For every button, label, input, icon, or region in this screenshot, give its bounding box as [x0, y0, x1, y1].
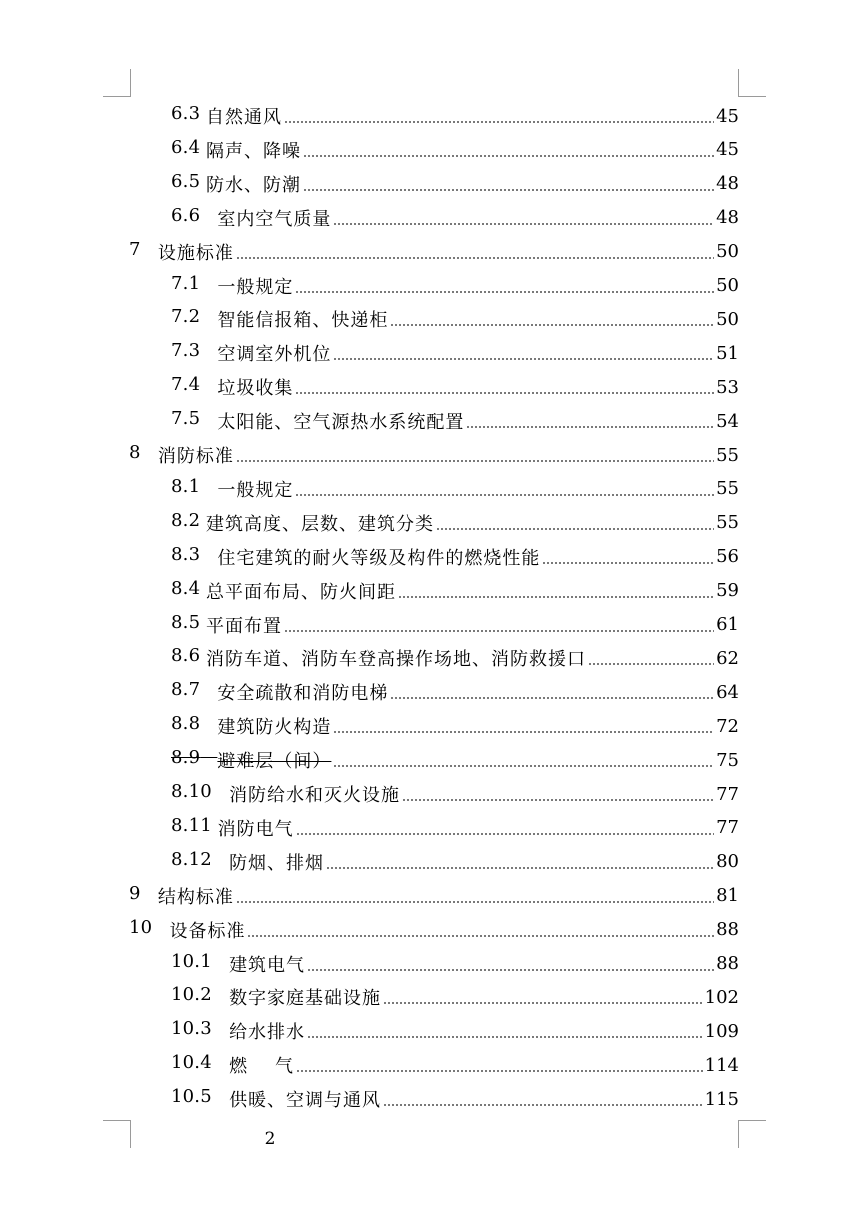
toc-entry-number: 8.3 [171, 543, 201, 565]
toc-entry-number: 6.3 [171, 103, 201, 124]
toc-entry-spacer [141, 442, 158, 468]
toc-entry-title: 消防标准 [157, 446, 234, 467]
toc-entry-number: 8.2 [171, 509, 201, 531]
toc-entry-title: 一般规定 [217, 479, 294, 501]
toc-entry[interactable] [171, 1082, 739, 1116]
toc-entry-title: 太阳能、空气源热水系统配置 [217, 412, 465, 434]
toc-dot-leader [326, 853, 714, 871]
toc-entry-number: 7.1 [171, 272, 201, 294]
toc-dot-leader [295, 378, 714, 396]
toc-dot-leader [296, 1056, 703, 1074]
toc-entry-spacer [212, 781, 229, 807]
toc-dot-leader [402, 785, 714, 803]
toc-dot-leader [307, 1022, 703, 1040]
toc-entry-title: 垃圾收集 [217, 378, 294, 400]
toc-entry[interactable] [129, 879, 739, 913]
toc-entry-page: 51 [716, 342, 739, 364]
toc-entry-heading [171, 951, 305, 977]
toc-entry-spacer [200, 747, 217, 773]
toc-dot-leader [383, 1090, 703, 1108]
toc-entry-title: 空调室外机位 [217, 344, 332, 366]
toc-entry-spacer [200, 476, 217, 502]
toc-entry-page: 45 [716, 139, 739, 161]
toc-dot-leader [542, 548, 714, 566]
toc-entry[interactable] [171, 1048, 739, 1082]
toc-entry-spacer [200, 306, 217, 332]
toc-entry[interactable] [171, 947, 739, 981]
toc-entry[interactable] [171, 302, 739, 336]
toc-dot-leader [295, 480, 714, 498]
toc-entry-number: 8 [129, 442, 141, 463]
toc-entry-heading [171, 306, 388, 332]
toc-entry-number: 8.8 [171, 713, 201, 735]
toc-entry-heading [171, 137, 301, 163]
toc-entry-heading [171, 815, 294, 841]
toc-entry-heading [171, 374, 293, 400]
toc-entry-page: 109 [704, 1020, 739, 1042]
toc-entry-title: 供暖、空调与通风 [229, 1090, 382, 1112]
toc-entry-heading [171, 713, 331, 739]
toc-entry-page: 55 [716, 512, 739, 534]
toc-entry-page: 115 [704, 1088, 739, 1110]
toc-dot-leader [236, 887, 714, 905]
toc-entry-number: 7.3 [171, 340, 201, 362]
toc-dot-leader [390, 310, 714, 328]
toc-entry-number: 6.6 [171, 204, 201, 226]
toc-entry-number: 8.4 [171, 577, 201, 599]
toc-entry[interactable] [171, 336, 739, 370]
toc-entry-page: 64 [716, 681, 739, 703]
toc-entry-spacer [212, 1052, 229, 1078]
toc-entry-page: 77 [716, 817, 739, 839]
toc-entry-spacer [200, 374, 217, 400]
toc-entry-title: 避难层（间） [217, 751, 332, 773]
toc-entry-title: 设备标准 [169, 920, 246, 942]
toc-entry[interactable] [171, 133, 739, 167]
toc-entry-heading [171, 510, 434, 536]
toc-entry-page: 50 [716, 241, 739, 263]
toc-dot-leader [247, 921, 714, 939]
page-number: 2 [264, 1129, 276, 1149]
toc-entry-number: 10.1 [171, 950, 212, 972]
toc-entry-title: 防烟、排烟 [229, 852, 325, 874]
toc-entry-heading [171, 340, 331, 366]
toc-entry-page: 48 [716, 173, 739, 195]
toc-entry-page: 50 [716, 308, 739, 330]
toc-entry[interactable] [171, 574, 739, 608]
toc-entry-number: 10.4 [171, 1052, 212, 1074]
toc-entry-heading [171, 171, 301, 197]
toc-entry-title: 自然通风 [205, 107, 282, 128]
toc-entry-title: 消防给水和灭火设施 [229, 785, 401, 806]
toc-entry-title: 平面布置 [205, 615, 282, 637]
toc-entry-heading [171, 1086, 381, 1112]
toc-entry-page: 53 [716, 376, 739, 398]
toc-entry-title: 消防电气 [217, 818, 294, 840]
toc-entry-page: 72 [716, 715, 739, 737]
toc-entry-page: 55 [716, 478, 739, 500]
toc-entry-spacer [212, 1086, 229, 1112]
toc-entry-page: 55 [716, 444, 739, 466]
toc-dot-leader [284, 616, 714, 634]
crop-mark-top-right [738, 69, 766, 97]
toc-entry-number: 8.12 [171, 848, 212, 870]
toc-dot-leader [236, 446, 714, 464]
toc-entry-page: 77 [716, 783, 739, 805]
toc-entry-number: 7.5 [171, 408, 201, 430]
toc-entry-number: 6.4 [171, 136, 201, 158]
toc-dot-leader [303, 175, 714, 193]
toc-entry-title: 建筑防火构造 [217, 717, 332, 739]
toc-dot-leader [466, 412, 714, 430]
toc-entry-spacer [212, 984, 229, 1010]
toc-entry[interactable] [171, 540, 739, 574]
toc-entry-spacer [200, 205, 217, 231]
toc-entry-number: 10.2 [171, 984, 212, 1006]
toc-entry[interactable] [171, 370, 739, 404]
toc-entry-number: 6.5 [171, 170, 201, 192]
toc-entry-heading [171, 747, 331, 773]
toc-entry-number: 9 [129, 882, 141, 904]
toc-entry-number: 10 [129, 916, 153, 938]
toc-entry-page: 61 [716, 614, 739, 635]
toc-entry-number: 8.7 [171, 679, 201, 701]
toc-dot-leader [333, 344, 714, 362]
toc-entry[interactable] [171, 608, 739, 642]
toc-dot-leader [398, 582, 714, 600]
toc-entry[interactable] [171, 675, 739, 709]
toc-entry[interactable] [171, 709, 739, 743]
toc-dot-leader [236, 243, 714, 261]
toc-entry[interactable] [171, 845, 739, 879]
toc-entry-number: 7.2 [171, 306, 201, 328]
toc-dot-leader [383, 988, 703, 1006]
toc-entry-title: 数字家庭基础设施 [229, 988, 382, 1010]
toc-entry-title: 给水排水 [229, 1022, 306, 1044]
toc-entry-number: 7 [129, 238, 141, 260]
toc-entry-title: 设施标准 [157, 242, 234, 264]
toc-entry-page: 81 [716, 885, 739, 907]
crop-mark-top-left [103, 69, 131, 97]
toc-dot-leader [436, 514, 714, 532]
toc-entry-page: 88 [716, 953, 739, 974]
toc-entry-heading [171, 679, 388, 705]
toc-entry[interactable] [171, 506, 739, 540]
toc-entry-heading [171, 1018, 305, 1044]
toc-entry-heading [171, 476, 293, 502]
toc-entry-page: 75 [716, 749, 739, 771]
toc-entry[interactable] [129, 913, 739, 947]
toc-entry-spacer [212, 951, 229, 977]
toc-entry-number: 7.4 [171, 374, 201, 396]
toc-dot-leader [333, 751, 714, 769]
toc-entry-spacer [212, 849, 229, 875]
toc-entry[interactable] [171, 980, 739, 1014]
toc-entry-title: 结构标准 [157, 886, 234, 908]
toc-entry-spacer [200, 713, 217, 739]
toc-entry[interactable] [171, 472, 739, 506]
toc-entry[interactable] [171, 641, 739, 675]
toc-dot-leader [333, 209, 714, 227]
toc-entry-heading [171, 612, 282, 638]
toc-entry-heading [171, 578, 396, 604]
toc-entry-heading [129, 442, 234, 468]
toc-entry-page: 114 [704, 1054, 739, 1076]
toc-entry-heading [171, 273, 293, 299]
toc-entry-spacer [141, 883, 158, 909]
toc-dot-leader [303, 141, 714, 159]
toc-dot-leader [333, 717, 714, 735]
toc-dot-leader [307, 955, 714, 973]
toc-entry-title: 一般规定 [217, 276, 294, 298]
toc-entry-heading [129, 917, 245, 943]
toc-entry-number: 10.3 [171, 1018, 212, 1040]
toc-entry-heading [171, 103, 282, 129]
toc-entry-heading [171, 645, 586, 671]
toc-entry[interactable] [171, 99, 739, 133]
toc-entry-spacer [152, 917, 169, 943]
toc-entry-title: 建筑电气 [229, 954, 306, 976]
toc-entry-title: 室内空气质量 [217, 208, 332, 230]
toc-entry-number: 8.11 [171, 814, 212, 836]
toc-entry-number: 8.1 [171, 475, 201, 497]
toc-entry[interactable] [171, 404, 739, 438]
toc-entry-title: 隔声、降噪 [205, 140, 301, 162]
toc-entry-title: 住宅建筑的耐火等级及构件的燃烧性能 [217, 547, 541, 569]
toc-entry-title: 建筑高度、层数、建筑分类 [205, 513, 434, 535]
toc-entry-spacer [141, 239, 158, 265]
toc-dot-leader [296, 819, 714, 837]
crop-mark-bottom-left [103, 1120, 131, 1148]
toc-entry[interactable] [171, 743, 739, 777]
toc-entry-page: 50 [716, 275, 739, 296]
toc-entry-number: 8.10 [171, 781, 212, 802]
toc-entry-page: 54 [716, 410, 739, 432]
toc-entry[interactable] [171, 269, 739, 303]
toc-entry-page: 102 [704, 986, 739, 1008]
toc-entry-heading [171, 781, 400, 807]
toc-dot-leader [284, 107, 714, 125]
toc-entry-spacer [200, 544, 217, 570]
toc-entry[interactable] [171, 167, 739, 201]
toc-entry-title: 消防车道、消防车登高操作场地、消防救援口 [205, 649, 586, 671]
toc-entry-heading [171, 1052, 294, 1078]
toc-entry-number: 8.9 [171, 747, 201, 769]
toc-entry-number: 8.6 [171, 645, 201, 667]
toc-dot-leader [588, 649, 714, 667]
toc-entry[interactable] [171, 1014, 739, 1048]
toc-entry-heading [129, 883, 234, 909]
toc-entry-heading [129, 239, 234, 265]
toc-entry-heading [171, 984, 381, 1010]
toc-entry-number: 8.5 [171, 611, 201, 633]
toc-entry-heading [171, 544, 540, 570]
toc-entry-page: 88 [716, 919, 739, 941]
toc-entry-title: 燃 气 [229, 1056, 294, 1078]
toc-entry[interactable] [129, 438, 739, 472]
toc-entry-heading [171, 205, 331, 231]
toc-entry-spacer [200, 408, 217, 434]
toc-entry-title: 安全疏散和消防电梯 [217, 683, 389, 705]
toc-entry[interactable] [171, 777, 739, 811]
toc-dot-leader [295, 277, 714, 295]
toc-entry-heading [171, 408, 464, 434]
toc-entry-title: 智能信报箱、快递柜 [217, 310, 389, 332]
toc-entry-number: 10.5 [171, 1086, 212, 1108]
toc-entry-page: 56 [716, 546, 739, 568]
toc-dot-leader [390, 683, 714, 701]
toc-entry-spacer [200, 679, 217, 705]
toc-entry-spacer [200, 340, 217, 366]
toc-entry-spacer [200, 273, 217, 299]
toc-entry-title: 防水、防潮 [205, 174, 301, 196]
crop-mark-bottom-right [738, 1120, 766, 1148]
toc-entry[interactable] [171, 201, 739, 235]
toc-entry-heading [171, 849, 324, 875]
toc-entry-title: 总平面布局、防火间距 [205, 581, 396, 603]
toc-entry-page: 45 [716, 105, 739, 127]
toc-entry-page: 48 [716, 207, 739, 229]
toc-entry-page: 59 [716, 580, 739, 602]
toc-entry-page: 62 [716, 647, 739, 669]
toc-entry-spacer [212, 1018, 229, 1044]
toc-entry[interactable] [129, 235, 739, 269]
toc-entry-page: 80 [716, 851, 739, 873]
toc-entry[interactable] [171, 811, 739, 845]
